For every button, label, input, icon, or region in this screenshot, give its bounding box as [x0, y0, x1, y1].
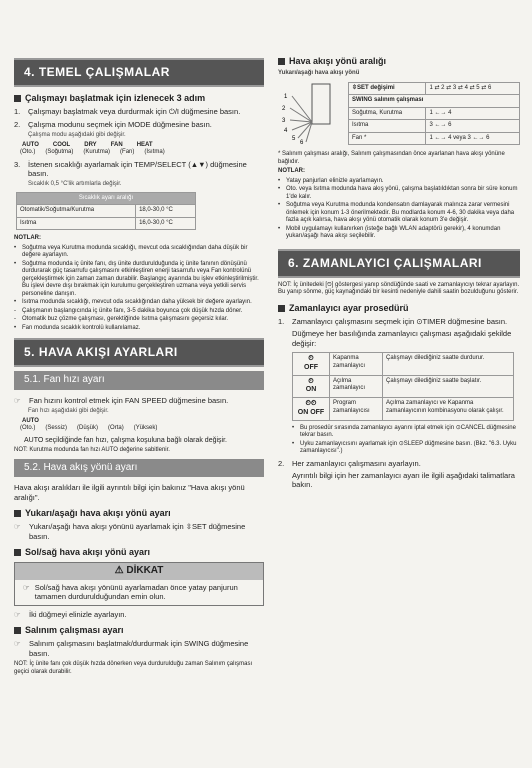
ud-instruction: ☞ Yukarı/aşağı hava akışı yönünü ayarlamak için ⇳SET düğmesine basın. — [14, 522, 246, 541]
s51-note: Fan hızı aşağıdaki gibi değişir. — [28, 408, 109, 415]
table-row: Isıtma 16,0-30,0 °C — [17, 217, 196, 230]
timer-heading: Zamanlayıcı ayar prosedürü — [278, 303, 520, 314]
table-row: SWING salınım çalışması — [349, 95, 520, 108]
s4-heading: Çalışmayı başlatmak için izlenecek 3 adım — [14, 93, 264, 104]
table-row: ⏲⏲ ON OFF Program zamanlayıcısı Açılma zamanlayıcı ve Kapanma zamanlayıcının kombinasyonu olarak çalışır. — [293, 398, 514, 421]
mode-flow: AUTO COOL DRY FAN HEAT — [22, 141, 153, 148]
list-item: • Uyku zamanlayıcısını ayarlamak için ⊙SLEEP düğmesine basın. (Bkz. "6.3. Uyku zamanlayıcısı".) — [292, 440, 517, 455]
fan-flow: AUTO — [22, 417, 39, 424]
s6-not: NOT: İç ünitedeki [⏲] göstergesi yanıp söndüğünde saati ve zamanlayıcıyı tekrar ayarlayın. Bu yanıp sönme, güç kaynağındaki bir kesinti nedeniyle dahili saatin bozulduğunu gösterir. — [278, 281, 520, 296]
swing-instruction: ☞ Salınım çalışmasını başlatmak/durdurmak için SWING düğmesine basın. — [14, 639, 249, 658]
pos-2: 2 — [282, 105, 286, 112]
timer-step-1b: Düğmeye her basılığında zamanlayıcı çalışması aşağıdaki şekilde değişir: — [292, 329, 512, 348]
swing-heading: Salınım çalışması ayarı — [14, 625, 264, 636]
square-bullet-icon — [14, 510, 21, 517]
table-row: ⏲ OFF Kapanma zamanlayıcı Çalışmayı dilediğiniz saatte durdurur. — [293, 353, 514, 376]
hand-pointer-icon: ☞ — [14, 522, 21, 532]
s4-notlar-label: NOTLAR: — [14, 235, 41, 242]
list-item: • Mobil uygulamayı kullanırken (isteğe bağlı WLAN adaptörü gerekir), 4 konumdan yukarı/aşağı hava akışı seçilebilir. — [278, 225, 501, 240]
list-item: • Soğutma veya Kurutma modunda sıcaklığı, mevcut oda sıcaklığından daha düşük bir değere ayarlayın. — [14, 244, 248, 259]
temp-range-table — [16, 192, 196, 231]
table-row: ⇳SET değişimi 1 ⇄ 2 ⇄ 3 ⇄ 4 ⇄ 5 ⇄ 6 — [349, 82, 520, 95]
pos-5: 5 — [292, 135, 296, 142]
temp-table-header: Sıcaklık ayarı aralığı — [17, 192, 196, 205]
list-item: - Otomatik buz çözme çalışması, gerektiğinde Isıtma çalışmasını geçersiz kılar. — [14, 316, 229, 323]
lr-heading: Sol/sağ hava akışı yönü ayarı — [14, 547, 264, 558]
timer-step-2b: Ayrıntılı bilgi için her zamanlayıcı ayarı ile ilgili aşağıdaki talimatlara bakın. — [292, 471, 515, 490]
louver-positions-diagram — [278, 82, 344, 144]
hand-pointer-icon: ☞ — [14, 609, 21, 619]
list-item: • Soğutma veya Kurutma modunda kondensatın damlayarak malınıza zarar vermesini önlemek için konum 1-3 önerilmektedir. Bu modlarda konum 4-6, 30 dakika veya daha fazla açık kalırsa, hava akışı yönü otomatik olarak konum 3'e değişir. — [278, 202, 515, 224]
square-bullet-icon — [14, 549, 21, 556]
s4-step3-note: Sıcaklık 0,5 °C'lik artımlarla değişir. — [28, 181, 122, 188]
table-row: Soğutma, Kurutma 1 ←→ 4 — [349, 107, 520, 120]
ud-direction-label: Yukarı/aşağı hava akışı yönü — [278, 70, 360, 77]
airflow-table — [348, 82, 520, 146]
clock-icon: ⏲ — [308, 377, 314, 385]
pos-6: 6 — [300, 139, 304, 144]
hand-pointer-icon: ☞ — [14, 639, 21, 649]
caution-box — [14, 562, 264, 605]
square-bullet-icon — [14, 95, 21, 102]
table-row: ⏲ ON Açılma zamanlayıcı Çalışmayı dilediğiniz saatte başlatır. — [293, 375, 514, 398]
left-column — [14, 0, 264, 678]
timer-step-2: 2. Her zamanlayıcı çalışmasını ayarlayın. — [278, 458, 421, 468]
warning-triangle-icon: ⚠ — [114, 565, 124, 577]
ud-heading: Yukarı/aşağı hava akışı yönü ayarı — [14, 508, 264, 519]
square-bullet-icon — [278, 58, 285, 65]
timer-table — [292, 352, 514, 421]
s51-not: NOT: Kurutma modunda fan hızı AUTO değerine sabitlenir. — [14, 447, 170, 454]
fan-flow-tr: (Oto.) (Sessiz) (Düşük) (Orta) (Yüksek) — [20, 425, 158, 432]
star-note: * Salınım çalışması aralığı, Salınım çalışmasından önce ayarlanan hava akışı yönüne bağlıdır. — [278, 151, 505, 165]
list-item: • Fan modunda sıcaklık kontrolü kullanılamaz. — [14, 324, 141, 331]
pos-4: 4 — [284, 127, 288, 134]
s51-auto-text: AUTO seçildiğinde fan hızı, çalışma koşuluna bağlı olarak değişir. — [24, 436, 227, 444]
table-row: Fan * 1 ←→ 4 veya 3 ←→ 6 — [349, 132, 520, 145]
pos-1: 1 — [284, 93, 288, 100]
section-6-title: 6. ZAMANLAYICI ÇALIŞMALARI — [278, 249, 520, 278]
list-item: • Bu prosedür sırasında zamanlayıcı ayarını iptal etmek için ⊙CANCEL düğmesine tekrar basın. — [292, 424, 516, 439]
s51-instruction: ☞ Fan hızını kontrol etmek için FAN SPEED düğmesine basın. — [14, 395, 229, 405]
s52-text: Hava akışı aralıkları ile ilgili ayrıntılı bilgi için bakınız "Hava akışı yönü aralığı". — [14, 483, 245, 502]
section-4-title: 4. TEMEL ÇALIŞMALAR — [14, 58, 264, 87]
lr-instruction: ☞ İki düğmeyi elinizle ayarlayın. — [14, 609, 127, 619]
pos-3: 3 — [282, 117, 286, 124]
table-row: Otomatik/Soğutma/Kurutma 18,0-30,0 °C — [17, 205, 196, 218]
section-5-1-title: 5.1. Fan hızı ayarı — [14, 371, 264, 390]
table-row: Isıtma 3 ←→ 6 — [349, 120, 520, 133]
list-item: • Yatay panjurları elinizle ayarlamayın. — [278, 177, 384, 184]
section-5-2-title: 5.2. Hava akış yönü ayarı — [14, 459, 264, 478]
s4-step-2: 2. Çalışma modunu seçmek için MODE düğmesine basın. — [14, 119, 212, 129]
airflow-range-heading: Hava akışı yönü aralığı — [278, 56, 520, 67]
clock-icon: ⏲ — [308, 355, 314, 363]
s4-step-1: 1. Çalışmayı başlatmak veya durdurmak için ⏻/I düğmesine basın. — [14, 107, 241, 117]
hand-pointer-icon: ☞ — [23, 582, 30, 592]
square-bullet-icon — [14, 627, 21, 634]
right-column — [278, 0, 520, 490]
clock-icon: ⏲⏲ — [305, 400, 317, 408]
square-bullet-icon — [278, 305, 285, 312]
list-item: - Çalışmanın başlangıcında iç ünite fanı, 3-5 dakika boyunca çok düşük hızda döner. — [14, 307, 243, 314]
caution-body: ☞ Sol/sağ hava akışı yönünü ayarlamadan önce yatay panjurun tamamen durdurulduğundan emin olun. — [23, 582, 238, 602]
airflow-diagram-area — [278, 82, 520, 146]
s4-step-3: 3. İstenen sıcaklığı ayarlamak için TEMP/SELECT (▲▼) düğmesine basın. — [14, 159, 247, 178]
louver-diagram — [278, 82, 344, 144]
right-notlar-label: NOTLAR: — [278, 168, 305, 175]
s4-step2-note: Çalışma modu aşağıdaki gibi değişir. — [28, 132, 126, 138]
list-item: • Soğutma modunda iç ünite fanı, dış ünite durdurulduğunda iç ünite fanının dönüşünü durdurarak güç tasarrufu çalışmasını etkinleştiren enerji tasarrufu veya Fan kontrolünü gerçekleştirmek için zaman zaman durabilir. Başlangıç ayarında bu işlev etkinleştirilmiştir. Bu işlevi devre dışı bırakmak için kurulumu gerçekleştiren uzmana veya yetkili servis personeline danışın. — [14, 260, 259, 297]
swing-not: NOT: İç ünite fanı çok düşük hızda dönerken veya durdurulduğu zaman Salınım çalışması geçici olarak durabilir. — [14, 661, 253, 675]
caution-header: ⚠ DİKKAT — [15, 563, 263, 580]
mode-flow-tr: (Oto.) (Soğutma) (Kurutma) (Fan) (Isıtma) — [20, 149, 165, 155]
list-item: • Isıtma modunda sıcaklığı, mevcut oda sıcaklığından daha yüksek bir değere ayarlayın. — [14, 299, 252, 306]
section-5-title: 5. HAVA AKIŞI AYARLARI — [14, 338, 264, 367]
timer-step-1: 1. Zamanlayıcı çalışmasını seçmek için ⊙TIMER düğmesine basın. — [278, 317, 508, 326]
hand-pointer-icon: ☞ — [14, 395, 21, 405]
list-item: • Oto. veya Isıtma modunda hava akış yönü, çalışma başlatıldıktan sonra bir süre konum 1'de kalır. — [278, 186, 518, 200]
